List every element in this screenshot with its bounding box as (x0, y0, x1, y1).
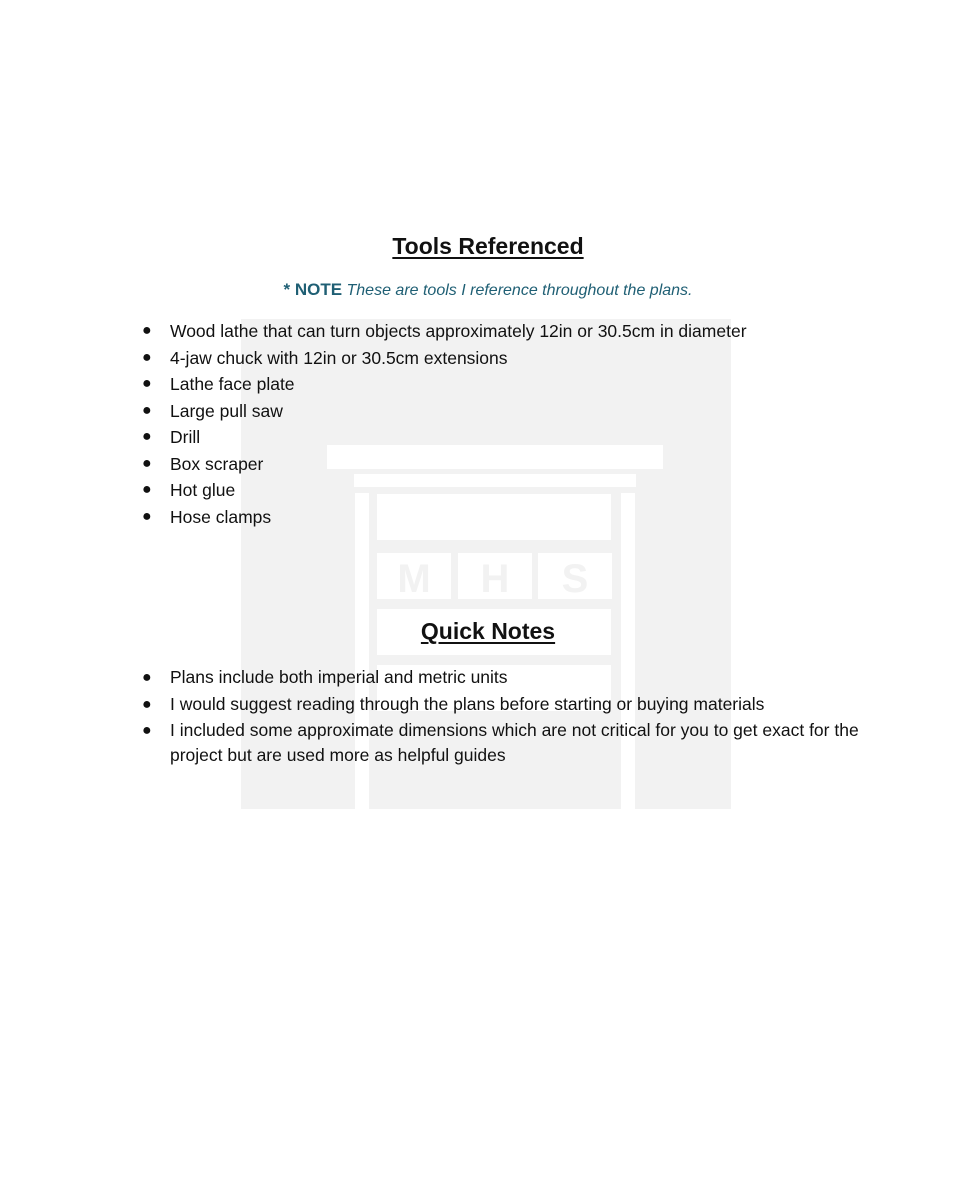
list-item: ● Drill (140, 424, 860, 451)
list-item: ● 4-jaw chuck with 12in or 30.5cm extensions (140, 345, 860, 372)
list-item: ● Hot glue (140, 477, 860, 504)
bullet-icon: ● (142, 695, 152, 713)
bullet-icon: ● (142, 322, 152, 339)
bullet-icon: ● (142, 722, 152, 739)
watermark-letter-m: M (397, 557, 431, 601)
list-item: ● Large pull saw (140, 398, 860, 425)
note-text: These are tools I reference throughout the plans. (346, 282, 693, 299)
bullet-icon: ● (142, 454, 152, 472)
tools-note (0, 280, 976, 300)
list-item: ● Plans include both imperial and metric units (140, 665, 860, 690)
bullet-icon: ● (142, 481, 152, 498)
watermark-letter-s: S (561, 557, 589, 601)
list-item: ● Wood lathe that can turn objects approximately 12in or 30.5cm in diameter (140, 318, 860, 345)
tools-list (140, 318, 860, 530)
bullet-icon: ● (142, 348, 152, 366)
note-label: * NOTE (283, 280, 343, 299)
bullet-icon: ● (142, 401, 152, 419)
list-item: ● I would suggest reading through the plans before starting or buying materials (140, 692, 860, 717)
list-item: ● Lathe face plate (140, 371, 860, 398)
list-item: ● I included some approximate dimensions which are not critical for you to get exact for the project but are used more as helpful guides (142, 720, 859, 765)
tools-referenced-heading: Tools Referenced (392, 233, 584, 259)
watermark-letter-h: H (480, 557, 510, 601)
quick-notes-heading: Quick Notes (420, 618, 556, 644)
bullet-icon: ● (142, 507, 152, 525)
notes-list (140, 665, 860, 770)
bullet-icon: ● (142, 669, 152, 686)
list-item: ● Hose clamps (140, 504, 860, 531)
bullet-icon: ● (142, 428, 152, 445)
list-item: ● Box scraper (140, 451, 860, 478)
bullet-icon: ● (142, 375, 152, 392)
